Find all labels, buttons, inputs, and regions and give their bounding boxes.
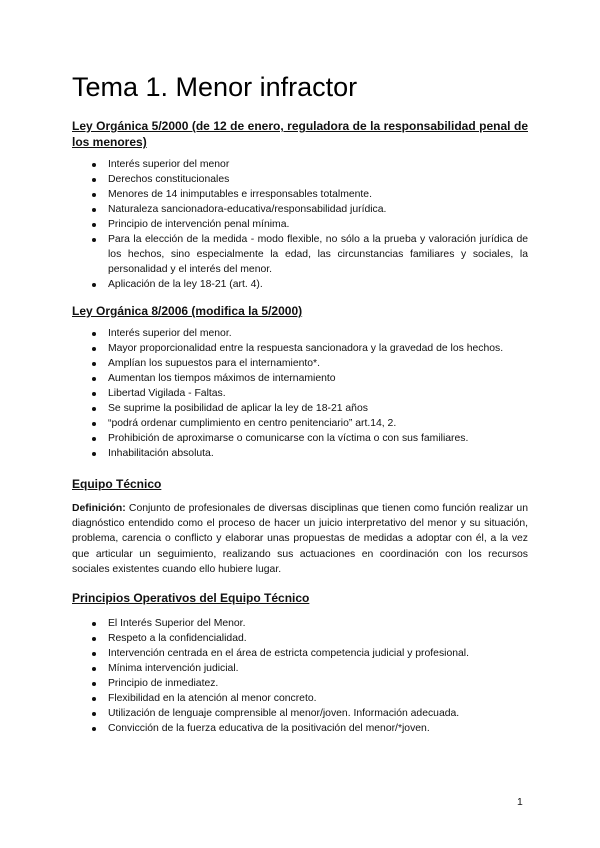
bullet-list — [72, 326, 528, 461]
document-page — [72, 70, 528, 747]
bullet-list — [72, 616, 528, 736]
definition-paragraph — [72, 501, 528, 577]
list-item: Principio de inmediatez. — [108, 676, 528, 691]
list-item: Menores de 14 inimputables e irresponsables totalmente. — [108, 187, 528, 202]
section-equipo-tecnico — [72, 476, 528, 577]
section-principios-operativos — [72, 590, 528, 736]
list-item: Intervención centrada en el área de estricta competencia judicial y profesional. — [108, 646, 528, 661]
list-item: “podrá ordenar cumplimiento en centro penitenciario” art.14, 2. — [108, 416, 528, 431]
section-lo-8-2006 — [72, 303, 528, 461]
list-item: Convicción de la fuerza educativa de la positivación del menor/*joven. — [108, 721, 528, 736]
list-item: Flexibilidad en la atención al menor concreto. — [108, 691, 528, 706]
list-item: Mínima intervención judicial. — [108, 661, 528, 676]
list-item: Aumentan los tiempos máximos de internamiento — [108, 371, 528, 386]
list-item: Utilización de lenguaje comprensible al menor/joven. Información adecuada. — [108, 706, 528, 721]
section-heading: Principios Operativos del Equipo Técnico — [72, 591, 310, 606]
list-item: Derechos constitucionales — [108, 172, 528, 187]
section-heading: Equipo Técnico — [72, 477, 162, 491]
section-heading: Ley Orgánica 5/2000 (de 12 de enero, reguladora de la responsabilidad penal de los menores) — [72, 119, 528, 149]
list-item: Respeto a la confidencialidad. — [108, 631, 528, 646]
page-number: 1 — [517, 797, 523, 808]
document-title: Tema 1. Menor infractor — [72, 72, 358, 102]
list-item: Principio de intervención penal mínima. — [108, 217, 528, 232]
list-item: El Interés Superior del Menor. — [108, 616, 528, 631]
list-item: Amplían los supuestos para el internamiento*. — [108, 356, 528, 371]
section-lo-5-2000 — [72, 118, 528, 292]
list-item: Inhabilitación absoluta. — [108, 446, 528, 461]
list-item: Prohibición de aproximarse o comunicarse con la víctima o con sus familiares. — [108, 431, 528, 446]
definition-text: Conjunto de profesionales de diversas disciplinas que tienen como función realizar un diagnóstico entendido como el proceso de hacer un juicio interpretativo del menor y su situación, problema, carencia o conflicto y elaborar unas propuestas de medidas a adoptar con él, a la vez que articular un seguimiento, realizando sus actuaciones en coordinación con los recursos sociales existentes cuando ello hubiere lugar. — [72, 503, 528, 575]
list-item: Para la elección de la medida - modo flexible, no sólo a la prueba y valoración jurídica de los hechos, sino especialmente la edad, las circunstancias familiares y sociales, la personalidad y el interés del menor. — [108, 234, 528, 275]
list-item: Interés superior del menor. — [108, 326, 528, 341]
definition-label: Definición: — [72, 503, 126, 514]
bullet-list — [72, 157, 528, 292]
list-item: Mayor proporcionalidad entre la respuesta sancionadora y la gravedad de los hechos. — [108, 341, 528, 356]
list-item: Se suprime la posibilidad de aplicar la ley de 18-21 años — [108, 401, 528, 416]
list-item: Libertad Vigilada - Faltas. — [108, 386, 528, 401]
list-item: Interés superior del menor — [108, 157, 528, 172]
list-item: Naturaleza sancionadora-educativa/responsabilidad jurídica. — [108, 202, 528, 217]
list-item: Aplicación de la ley 18-21 (art. 4). — [108, 277, 528, 292]
section-heading: Ley Orgánica 8/2006 (modifica la 5/2000) — [72, 304, 303, 318]
